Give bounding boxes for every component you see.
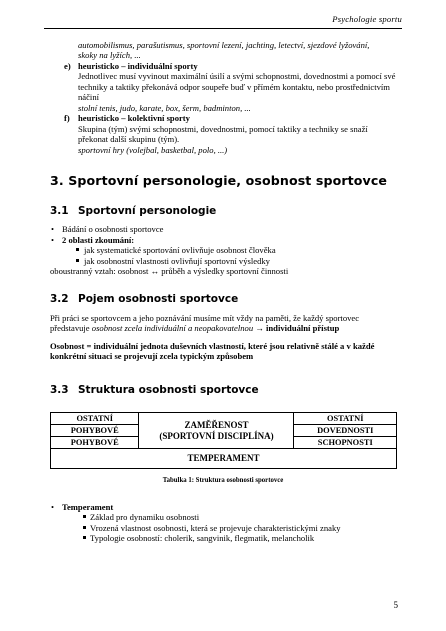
item-e-description: Jednotlivec musí vyvinout maximální úsilí a svými schopnostmi, dovednostmi a pomocí své techniky a taktiky překonává odpor soupeře buď v přímém kontaktu, nebo prostřednictvím náčiní [78, 71, 396, 103]
intro-line-1: automobilismus, parašutismus, sportovní lezení, jachting, letectví, sjezdové lyžování, [78, 40, 370, 50]
temperament-item-2: Vrozená vlastnost osobnosti, která se projevuje charakteristickými znaky [90, 522, 341, 533]
running-header: Psychologie sportu [332, 14, 402, 24]
p2-bold: individuální jednota duševních vlastností, které jsou relativně stálé a v každé konkrétní situaci se projevují zcela typickým způsobem [50, 340, 375, 362]
list-item [50, 502, 396, 544]
temperament-title: Temperament [62, 501, 114, 512]
item-f-description: Skupina (tým) svými schopnostmi, dovednostmi, pomocí taktiky a techniky se snaží překonat další skupinu (tým). [78, 123, 368, 145]
sub-list-item [62, 523, 396, 533]
table-row [51, 413, 397, 425]
temperament-item-3: Typologie osobností: cholerik, sangvinik, flegmatik, melancholik [90, 533, 315, 544]
p1-arrow: → [253, 323, 267, 334]
item-e-label: e) [64, 60, 71, 71]
intro-examples [50, 40, 396, 61]
page-body [50, 40, 396, 544]
table-caption: Tabulka 1: Struktura osobnosti sportovce [162, 477, 284, 485]
section-3-3-title: Struktura osobnosti sportovce [78, 383, 259, 396]
paragraph-personality-definition [50, 341, 396, 362]
table-cell-skills: DOVEDNOSTI [294, 425, 397, 437]
section-3-1-number: 3.1 [50, 204, 69, 217]
areas-sublist [62, 245, 396, 266]
section-3-3-heading [50, 384, 396, 397]
sub-list-item [62, 533, 396, 543]
section-3-1-heading [50, 205, 396, 218]
relation-line: oboustranný vztah: osobnost ↔ průběh a výsledky sportovní činnosti [50, 266, 289, 277]
table-cell-other-right: OSTATNÍ [294, 413, 397, 425]
item-f-label: f) [64, 113, 70, 124]
section-3-3-number: 3.3 [50, 383, 69, 396]
focus-line-2: (SPORTOVNÍ DISCIPLÍNA) [159, 430, 274, 441]
temperament-list [50, 502, 396, 544]
table-cell-temperament: TEMPERAMENT [51, 449, 397, 469]
section-3-2-number: 3.2 [50, 292, 69, 305]
header-divider [44, 28, 402, 29]
p1-lead: Při práci se sportovcem a jeho poznávání musíme mít vždy na paměti, že každý sportovec představuje [50, 312, 360, 334]
table-cell-other-left: OSTATNÍ [51, 413, 139, 425]
area-2: jak osobnostní vlastnosti ovlivňují sportovní výsledky [84, 255, 270, 266]
item-e-title: heuristicko – individuální sporty [78, 60, 198, 71]
section-3-2-heading [50, 293, 396, 306]
list-item [50, 235, 396, 266]
temperament-sublist [62, 512, 396, 543]
sub-list-item [62, 256, 396, 266]
p2-lead: Osobnost = [50, 340, 94, 351]
item-f-examples: sportovní hry (volejbal, basketbal, polo, ...) [78, 144, 228, 155]
area-1: jak systematické sportování ovlivňuje osobnost člověka [84, 245, 276, 256]
item-e-examples: stolní tenis, judo, karate, box, šerm, badminton, ... [78, 102, 251, 113]
sub-list-item [62, 245, 396, 255]
list-item [50, 224, 396, 234]
table-row [51, 449, 397, 469]
section-3-heading: 3. Sportovní personologie, osobnost sportovce [50, 173, 388, 189]
bullet-areas: 2 oblasti zkoumání: [62, 234, 135, 245]
p1-italic: osobnost zcela individuální a neopakovatelnou [91, 323, 254, 334]
section-3-2-title: Pojem osobnosti sportovce [78, 292, 239, 305]
focus-line-1: ZAMĚŘENOST [184, 419, 249, 430]
paragraph-individual-approach [50, 313, 396, 334]
personality-structure-table [50, 412, 397, 469]
personology-list [50, 224, 396, 266]
list-item-f [50, 113, 396, 155]
table-cell-focus [139, 413, 294, 449]
bullet-research: Bádání o osobnosti sportovce [62, 224, 164, 235]
table-cell-abilities: SCHOPNOSTI [294, 437, 397, 449]
table-cell-motor-1: POHYBOVÉ [51, 425, 139, 437]
temperament-item-1: Základ pro dynamiku osobnosti [90, 512, 200, 523]
list-item-e [50, 61, 396, 113]
intro-line-2: skoky na lyžích, ... [78, 50, 141, 61]
page-number: 5 [393, 600, 398, 611]
sub-list-item [62, 512, 396, 522]
table-cell-motor-2: POHYBOVÉ [51, 437, 139, 449]
section-3-1-title: Sportovní personologie [78, 204, 217, 217]
item-f-title: heuristicko – kolektivní sporty [78, 113, 190, 124]
p1-bold: individuální přístup [266, 323, 340, 334]
